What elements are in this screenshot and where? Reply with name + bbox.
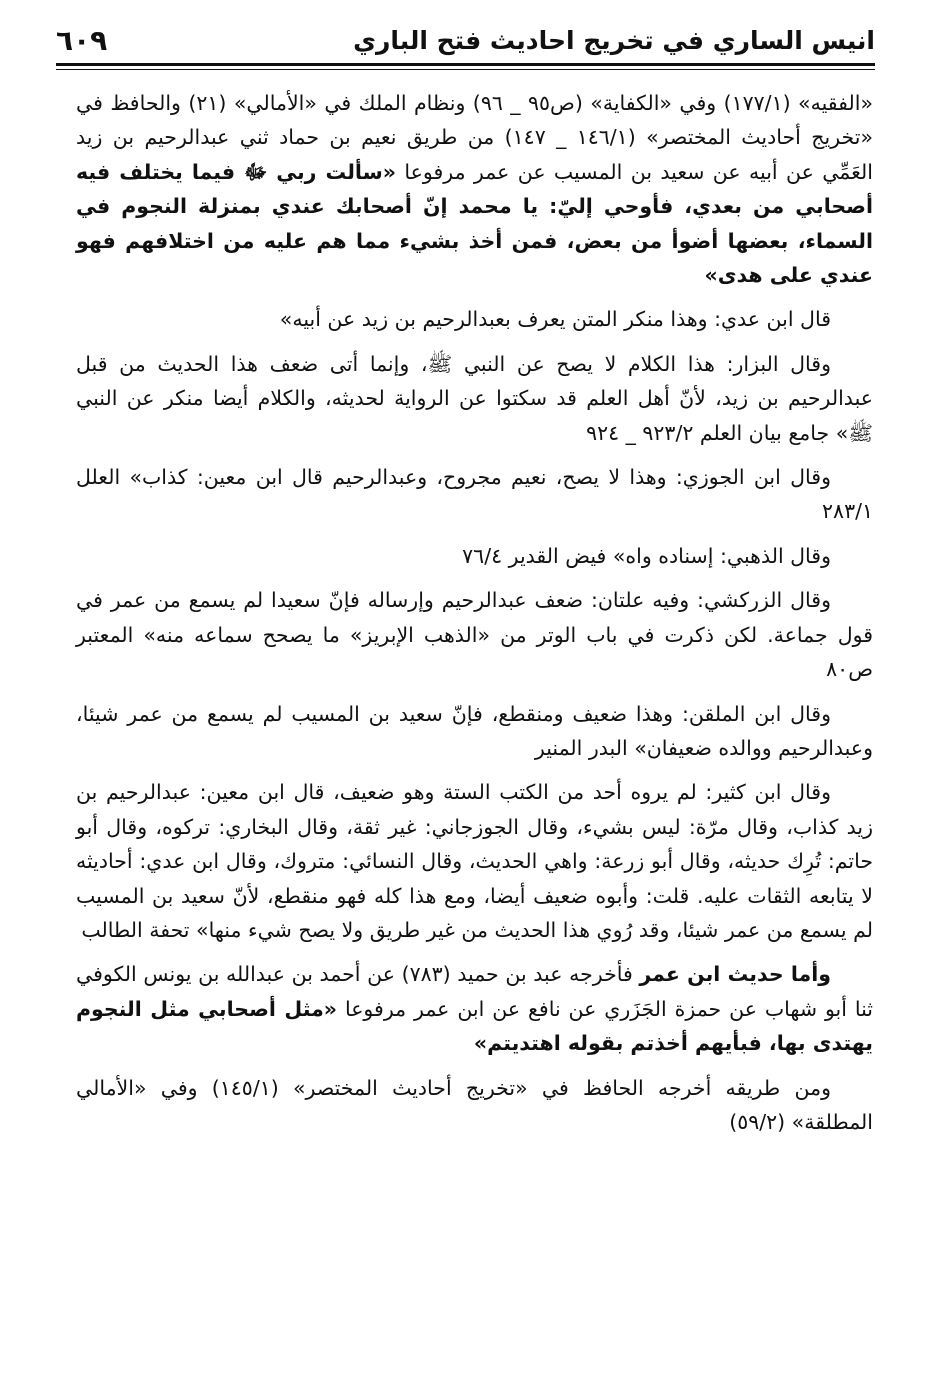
header-rule-thick (56, 63, 875, 66)
text-run: ومن طريقه أخرجه الحافظ في «تخريج أحاديث المختصر» (١٤٥/١) وفي «الأمالي المطلقة» (٥٩/٢) (76, 1075, 873, 1134)
paragraph (76, 302, 873, 336)
paragraph (76, 347, 873, 450)
paragraph (76, 1071, 873, 1140)
page-body (76, 86, 873, 1149)
paragraph (76, 86, 873, 292)
bold-text-run: «مثل أصحابي مثل النجوم يهتدى بها، فبأيهم أخذتم بقوله اهتديتم» (76, 996, 873, 1056)
running-title: انيس الساري في تخريج احاديث فتح الباري (353, 26, 875, 55)
text-run: وقال ابن الملقن: وهذا ضعيف ومنقطع، فإنّ سعيد بن المسيب لم يسمع من عمر شيئا، وعبدالرحيم ووالده ضعيفان» البدر المنير (76, 701, 873, 760)
paragraph (76, 697, 873, 766)
text-run: وقال الزركشي: وفيه علتان: ضعف عبدالرحيم وإرساله فإنّ سعيدا لم يسمع من عمر في قول جماعة. لكن ذكرت في باب الوتر من «الذهب الإبريز» ما يصحح سماعه منه» المعتبر ص٨٠ (76, 588, 873, 682)
text-run: فأخرجه عبد بن حميد (٧٨٣) عن أحمد بن عبدالله بن يونس الكوفي ثنا أبو شهاب عن حمزة الجَزَري عن نافع عن ابن عمر مرفوعا (76, 962, 873, 1021)
paragraph (76, 583, 873, 686)
text-run: وقال الذهبي: إسناده واه» فيض القدير ٧٦/٤ (462, 543, 831, 568)
paragraph (76, 957, 873, 1060)
text-run: وقال البزار: هذا الكلام لا يصح عن النبي ﷺ، وإنما أتى ضعف هذا الحديث من قبل عبدالرحيم بن زيد، لأنّ أهل العلم قد سكتوا عن الرواية لحديثه، والكلام أيضا منكر عن النبي ﷺ» جامع بيان العلم ٩٢٣/٢ _ ٩٢٤ (76, 351, 873, 445)
bold-text-run: «سألت ربي ﷻ فيما يختلف فيه أصحابي من بعدي، فأوحي إليّ: يا محمد إنّ أصحابك عندي بمنزلة النجوم في السماء، بعضها أضوأ من بعض، فمن أخذ بشيء مما هم عليه من اختلافهم فهو عندي على هدى» (76, 159, 873, 288)
page-header (56, 22, 875, 58)
text-run: وقال ابن الجوزي: وهذا لا يصح، نعيم مجروح، وعبدالرحيم قال ابن معين: كذاب» العلل ٢٨٣/١ (76, 465, 873, 524)
text-run: «الفقيه» (١٧٧/١) وفي «الكفاية» (ص٩٥ _ ٩٦) ونظام الملك في «الأمالي» (٢١) والحافظ في «تخريج أحاديث المختصر» (١٤٦/١ _ ١٤٧) من طريق نعيم بن حماد ثني عبدالرحيم بن زيد العَمِّي عن أبيه عن سعيد بن المسيب عن عمر مرفوعا (76, 91, 873, 184)
paragraph (76, 539, 873, 573)
page-number: ٦٠٩ (56, 24, 108, 57)
bold-text-run: وأما حديث ابن عمر (639, 962, 832, 987)
text-run: وقال ابن كثير: لم يروه أحد من الكتب الستة وهو ضعيف، قال ابن معين: عبدالرحيم بن زيد كذاب، وقال مرّة: ليس بشيء، وقال الجوزجاني: غير ثقة، وقال البخاري: تركوه، وقال أبو حاتم: تُرِك حديثه، وقال أبو زرعة: واهي الحديث، وقال النسائي: متروك، وقال ابن عدي: أحاديثه لا يتابعه الثقات عليه. قلت: وأبوه ضعيف أيضا، ومع هذا كله فهو منقطع، لأنّ سعيد بن المسيب لم يسمع من عمر شيئا، وقد رُوي هذا الحديث من غير طريق ولا يصح شيء منها» تحفة الطالب (76, 780, 873, 942)
paragraph (76, 460, 873, 529)
paragraph (76, 775, 873, 947)
header-rule-thin (56, 69, 875, 70)
text-run: قال ابن عدي: وهذا منكر المتن يعرف بعبدالرحيم بن زيد عن أبيه» (279, 307, 831, 332)
